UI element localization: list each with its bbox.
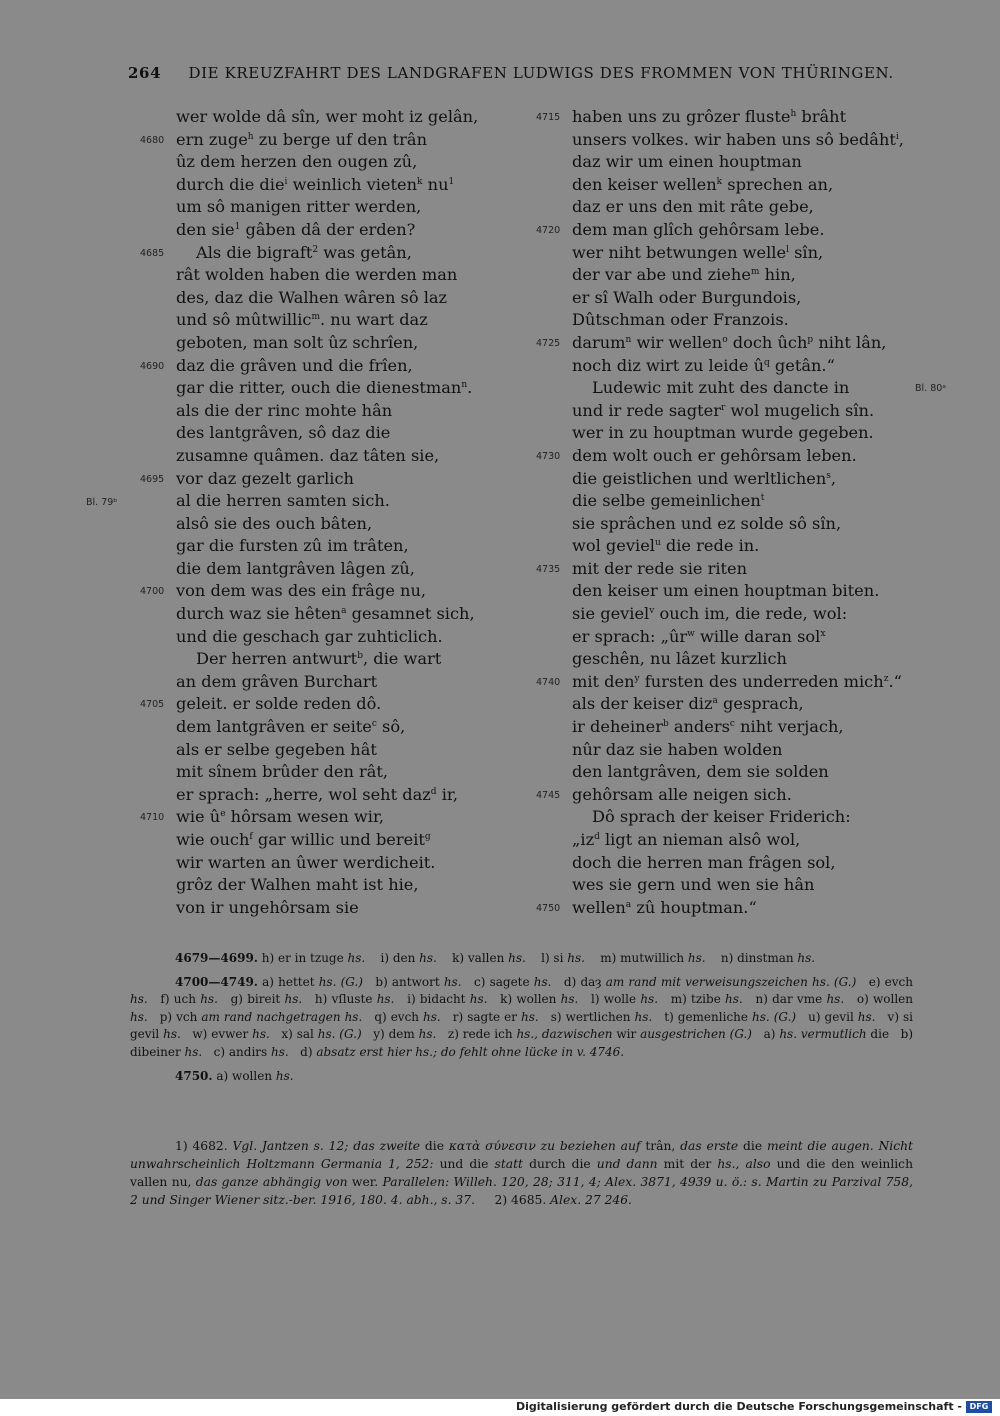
verse-text: von ir ungehôrsam sie xyxy=(176,897,359,917)
verse-text: Der herren antwurt$^b$, die wart xyxy=(196,649,442,669)
verse-line xyxy=(572,535,912,558)
line-number: 4745 xyxy=(536,789,561,801)
verse-text: die selbe gemeinlichen$^t$ xyxy=(572,491,765,511)
verse-line xyxy=(176,287,506,310)
verse-text: wes sie gern und wen sie hân xyxy=(572,875,815,895)
verse-line xyxy=(572,603,912,626)
footer-bar xyxy=(0,1398,1000,1416)
verse-line xyxy=(176,219,506,242)
verse-text: daz er uns den mit râte gebe, xyxy=(572,197,814,217)
verse-line xyxy=(176,874,506,897)
verse-text: dem wolt ouch er gehôrsam leben. xyxy=(572,445,857,465)
verse-text: er sprach: $„ûr^w$ wille daran sol$^x$ xyxy=(572,626,826,646)
verse-line xyxy=(140,355,506,378)
verse-text: sie sprâchen und ez solde sô sîn, xyxy=(572,513,842,533)
verse-text: geleit. er solde reden dô. xyxy=(176,694,382,714)
verse-line xyxy=(536,897,912,920)
dfg-logo: DFG xyxy=(966,1401,992,1413)
verse-line xyxy=(176,739,506,762)
verse-line xyxy=(572,874,912,897)
verse-line xyxy=(176,897,506,920)
verse-line xyxy=(176,648,506,671)
verse-text: um sô manigen ritter werden, xyxy=(176,197,422,217)
verse-line xyxy=(176,716,506,739)
verse-line xyxy=(176,671,506,694)
line-number: 4705 xyxy=(140,699,165,711)
verse-line xyxy=(140,242,506,265)
verse-line xyxy=(140,129,506,152)
verse-text: al die herren samten sich. xyxy=(176,491,390,511)
line-number: 4690 xyxy=(140,360,165,372)
line-number: 4720 xyxy=(536,224,561,236)
verse-text: Ludewic mit zuht des dancte in xyxy=(592,378,850,398)
verse-text: wellen$^a$ zû houptman.“ xyxy=(572,897,757,917)
verse-text: vor daz gezelt garlich xyxy=(176,468,354,488)
verse-line xyxy=(176,626,506,649)
right-verse-column xyxy=(536,106,912,919)
verse-text: darum$^n$ wir wellen$^o$ doch ûch$^p$ niht lân, xyxy=(572,332,887,352)
line-number: 4725 xyxy=(536,337,561,349)
verse-line xyxy=(176,513,506,536)
verse-text: gar die fursten zû im trâten, xyxy=(176,536,409,556)
verse-line xyxy=(176,106,506,129)
verse-line xyxy=(176,264,506,287)
verse-text: die geistlichen und werltlichen$^s$, xyxy=(572,468,837,488)
verse-text: durch waz sie hêten$^a$ gesamnet sich, xyxy=(176,604,475,624)
line-number: 4715 xyxy=(536,112,561,123)
verse-text: rât wolden haben die werden man xyxy=(176,265,458,285)
verse-line xyxy=(176,196,506,219)
verse-text: an dem grâven Burchart xyxy=(176,671,378,691)
verse-text: den keiser wellen$^k$ sprechen an, xyxy=(572,174,834,194)
line-number: 4730 xyxy=(536,450,561,462)
verse-text: mit den$^y$ fursten des underreden mich$^z$.“ xyxy=(572,671,902,691)
verse-line xyxy=(572,580,912,603)
verse-text: $„iz^d$ ligt an nieman alsô wol, xyxy=(572,830,801,849)
verse-line xyxy=(572,242,912,265)
verse-line xyxy=(140,580,506,603)
line-number: 4740 xyxy=(536,676,561,688)
running-title: DIE KREUZFAHRT DES LANDGRAFEN LUDWIGS DES FROMMEN VON THÜRINGEN. xyxy=(188,64,894,82)
verse-text: daz wir um einen houptman xyxy=(572,152,802,172)
verse-text: gehôrsam alle neigen sich. xyxy=(572,784,792,804)
verse-text: daz die grâven und die frîen, xyxy=(176,355,413,375)
apparatus-entry: 4750. a) wollen hs. xyxy=(175,1068,294,1083)
verse-text: die dem lantgrâven lâgen zû, xyxy=(176,558,415,578)
verse-line xyxy=(176,784,506,807)
verse-text: ûz dem herzen den ougen zû, xyxy=(176,152,418,172)
verse-line xyxy=(572,377,912,400)
verse-line xyxy=(536,784,912,807)
verse-line xyxy=(572,355,912,378)
apparatus-entry: 4679—4699. h) er in tzuge hs. i) den hs. k) vallen hs. l) si hs. m) mutwillich hs. n) dinstman hs. xyxy=(175,951,816,965)
line-number: 4695 xyxy=(140,473,165,485)
verse-line xyxy=(176,603,506,626)
verse-text: den keiser um einen houptman biten. xyxy=(572,581,880,601)
verse-text: als die der rinc mohte hân xyxy=(176,400,393,420)
verse-text: Als die bigraft$^2$ was getân, xyxy=(196,242,412,262)
verse-line xyxy=(176,400,506,423)
verse-line xyxy=(572,264,912,287)
verse-line xyxy=(572,761,912,784)
verse-text: wer niht betwungen welle$^l$ sîn, xyxy=(572,242,824,262)
verse-line xyxy=(572,196,912,219)
line-number: 4685 xyxy=(140,247,165,259)
verse-line xyxy=(572,806,912,829)
verse-line xyxy=(176,422,506,445)
verse-text: doch die herren man frâgen sol, xyxy=(572,852,836,872)
verse-text: ern zuge$^h$ zu berge uf den trân xyxy=(176,129,428,149)
verse-text: von dem was des ein frâge nu, xyxy=(176,581,427,601)
critical-apparatus xyxy=(130,950,913,1091)
verse-text: den lantgrâven, dem sie solden xyxy=(572,762,829,782)
verse-text: und die geschach gar zuhticlich. xyxy=(176,626,443,646)
verse-line xyxy=(176,761,506,784)
verse-line xyxy=(536,445,912,468)
verse-text: Dô sprach der keiser Friderich: xyxy=(592,807,851,827)
verse-text: ir deheiner$^b$ anders$^c$ niht verjach, xyxy=(572,717,844,737)
verse-text: dem man glîch gehôrsam lebe. xyxy=(572,219,825,239)
verse-line xyxy=(572,852,912,875)
verse-text: grôz der Walhen maht ist hie, xyxy=(176,875,419,895)
verse-line xyxy=(176,377,506,400)
verse-line xyxy=(572,400,912,423)
verse-text: nûr daz sie haben wolden xyxy=(572,739,783,759)
verse-line xyxy=(572,513,912,536)
verse-text: geschên, nu lâzet kurzlich xyxy=(572,649,787,669)
verse-line xyxy=(572,829,912,852)
verse-line xyxy=(176,535,506,558)
verse-text: er sî Walh oder Burgundois, xyxy=(572,287,802,307)
verse-text: und sô mûtwillic$^m$. nu wart daz xyxy=(176,310,428,330)
verse-line xyxy=(176,852,506,875)
verse-line xyxy=(572,129,912,152)
folio-note-left: Bl. 79ᵇ xyxy=(86,497,118,508)
verse-text: mit der rede sie riten xyxy=(572,558,748,578)
verse-text: des lantgrâven, sô daz die xyxy=(176,423,391,443)
verse-text: geboten, man solt ûz schrîen, xyxy=(176,332,419,352)
verse-text: haben uns zu grôzer fluste$^h$ brâht xyxy=(572,107,847,126)
verse-line xyxy=(572,648,912,671)
verse-line xyxy=(176,829,506,852)
funding-note: Digitalisierung gefördert durch die Deutsche Forschungsgemeinschaft - xyxy=(515,1400,962,1413)
verse-line xyxy=(140,468,506,491)
verse-text: wie ouch$^f$ gar willic und bereit$^g$ xyxy=(176,830,431,849)
verse-line xyxy=(176,309,506,332)
verse-text: sie geviel$^v$ ouch im, die rede, wol: xyxy=(572,604,848,624)
footnotes xyxy=(130,1137,913,1209)
verse-line xyxy=(176,174,506,197)
verse-text: zusamne quâmen. daz tâten sie, xyxy=(176,445,440,465)
verse-text: gar die ritter, ouch die dienestman$^n$. xyxy=(176,378,473,398)
line-number: 4710 xyxy=(140,812,165,824)
verse-line xyxy=(536,219,912,242)
left-verse-column xyxy=(140,106,506,919)
verse-text: Dûtschman oder Franzois. xyxy=(572,310,789,330)
apparatus-entry: 4700—4749. a) hettet hs. (G.) b) antwort hs. c) sagete hs. d) daȝ am rand mit verweisungszeichen hs. (G.) e) evch hs. f) uch hs. g) bireit hs. h) vſluste hs. i) bidacht hs. k) wollen hs. l) wolle hs. m) tzibe hs. n) dar vme hs. o) wollen hs. p) vch am rand nachgetragen hs. q) evch hs. r) sagte er hs. s) wertlichen hs. t) gemenliche hs. (G.) u) gevil hs. v) si gevil hs. w) evwer hs. x) sal hs. (G.) y) dem hs. z) rede ich hs., dazwischen wir ausgestrichen (G.) a) hs. vermutlich die b) dibeiner hs. c) andirs hs. d) absatz erst hier hs.; do fehlt ohne lücke in v. 4746. xyxy=(130,974,914,1059)
verse-text: wir warten an ûwer werdicheit. xyxy=(176,852,436,872)
verse-line xyxy=(572,151,912,174)
verse-line xyxy=(536,106,912,129)
verse-line xyxy=(176,445,506,468)
verse-line xyxy=(536,558,912,581)
verse-line xyxy=(572,287,912,310)
verse-text: mit sînem brûder den rât, xyxy=(176,762,389,782)
verse-text: noch diz wirt zu leide $û^q$ getân.“ xyxy=(572,355,835,375)
verse-line xyxy=(176,151,506,174)
verse-text: der var abe und ziehe$^m$ hin, xyxy=(572,265,796,285)
verse-text: des, daz die Walhen wâren sô laz xyxy=(176,287,448,307)
verse-text: dem lantgrâven er seite$^c$ sô, xyxy=(176,717,406,737)
verse-line xyxy=(176,332,506,355)
verse-line xyxy=(572,693,912,716)
line-number: 4700 xyxy=(140,586,165,598)
verse-line xyxy=(572,422,912,445)
verse-line xyxy=(572,174,912,197)
footnote-paragraph: 1) 4682. Vgl. Jantzen s. 12; das zweite die κατὰ σύνεσιν zu beziehen auf trân, das erste die meint die augen. Nicht unwahrscheinlich Holtzmann Germania 1, 252: und die statt durch die und dann mit der hs., also und die den weinlich vallen nu, das ganze abhängig von wer. Parallelen: Willeh. 120, 28; 311, 4; Alex. 3871, 4939 u. ö.: s. Martin zu Parzival 758, 2 und Singer Wiener sitz.-ber. 1916, 180. 4. abh., s. 37. 2) 4685. Alex. 27 246. xyxy=(130,1139,913,1207)
verse-line xyxy=(572,716,912,739)
verse-text: wie $û^e$ hôrsam wesen wir, xyxy=(176,807,385,827)
verse-text: unsers volkes. wir haben uns sô bedâht$^i$, xyxy=(572,129,904,149)
verse-text: er sprach: „herre, wol seht daz$^d$ ir, xyxy=(176,784,458,804)
verse-text: und ir rede sagter$^r$ wol mugelich sîn. xyxy=(572,400,875,420)
verse-line xyxy=(140,693,506,716)
verse-line xyxy=(176,558,506,581)
verse-text: wol geviel$^u$ die rede in. xyxy=(572,536,760,556)
verse-line xyxy=(536,671,912,694)
verse-text: als der keiser diz$^a$ gesprach, xyxy=(572,694,804,714)
running-header xyxy=(128,64,894,82)
verse-text: als er selbe gegeben hât xyxy=(176,739,377,759)
verse-text: den sie$^1$ gâben dâ der erden? xyxy=(176,219,416,239)
verse-line xyxy=(536,332,912,355)
page-number: 264 xyxy=(128,64,162,82)
verse-line xyxy=(572,490,912,513)
folio-note-right: Bl. 80ᵃ xyxy=(915,383,947,394)
verse-text: durch die die$^i$ weinlich vieten$^k$ $nu^1$ xyxy=(176,174,455,194)
verse-line xyxy=(572,309,912,332)
verse-line xyxy=(572,739,912,762)
line-number: 4750 xyxy=(536,902,561,914)
verse-text: alsô sie des ouch bâten, xyxy=(176,513,373,533)
verse-line xyxy=(572,468,912,491)
verse-line xyxy=(572,626,912,649)
line-number: 4680 xyxy=(140,134,165,146)
verse-text: wer in zu houptman wurde gegeben. xyxy=(572,423,874,443)
verse-line xyxy=(140,806,506,829)
verse-text: wer wolde dâ sîn, wer moht iz gelân, xyxy=(176,107,479,126)
line-number: 4735 xyxy=(536,563,561,575)
verse-line xyxy=(176,490,506,513)
